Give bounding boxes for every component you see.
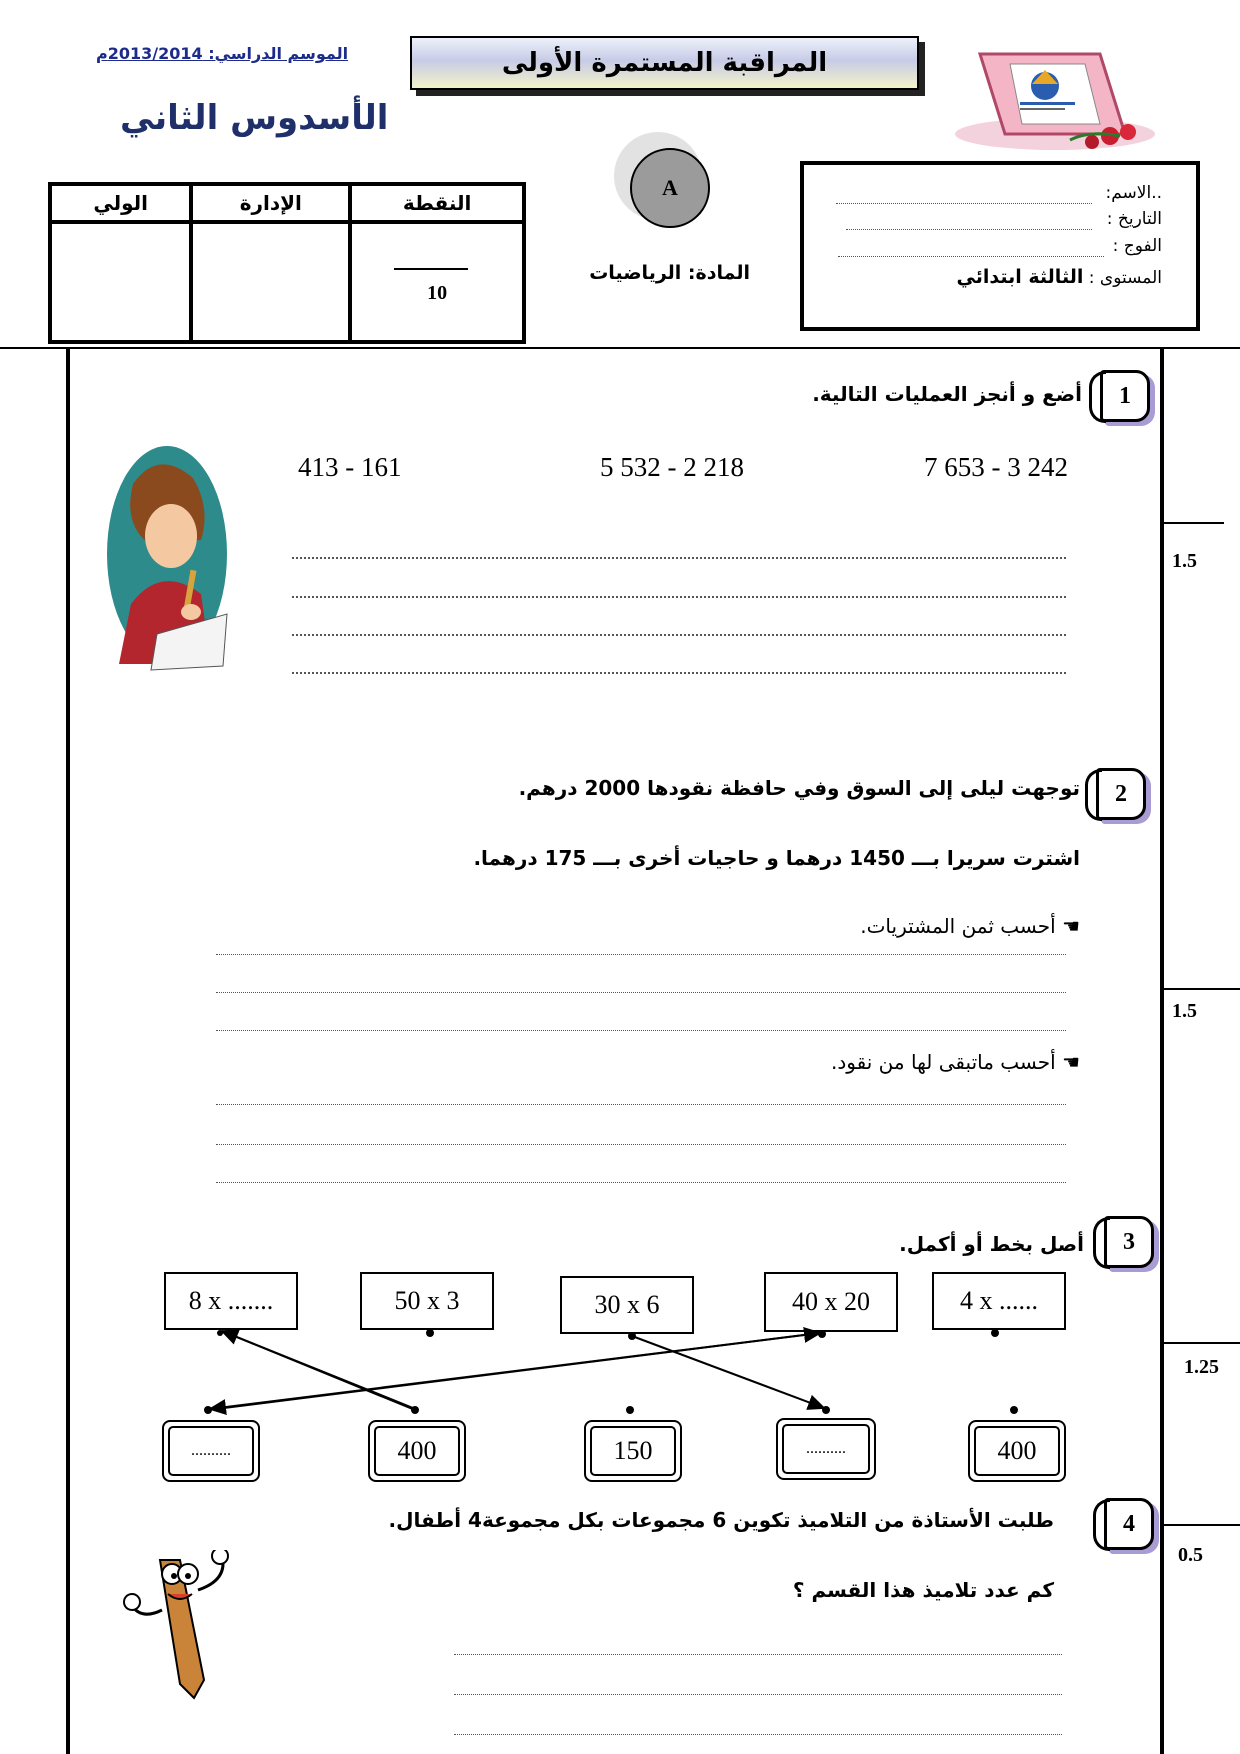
q3-top-box-1: 8 x ....... — [164, 1272, 298, 1330]
q4-number: 4 — [1104, 1498, 1154, 1550]
grade-total: 10 — [427, 282, 448, 304]
q3-bottom-box-1[interactable]: .......... — [162, 1420, 260, 1482]
q1-score: 1.5 — [1172, 550, 1197, 572]
q4-answer-line-2[interactable] — [454, 1694, 1062, 1695]
q2-task-1-text: أحسب ثمن المشتريات. — [860, 914, 1056, 938]
q3-top-box-3: 30 x 6 — [560, 1276, 694, 1334]
name-label: ..الاسم: — [1105, 183, 1162, 203]
subject-label: المادة: الرياضيات — [589, 262, 750, 284]
q3-bottom-box-3: 150 — [584, 1420, 682, 1482]
q3-bottom-box-2: 400 — [368, 1420, 466, 1482]
pointing-hand-icon: ☚ — [1062, 914, 1080, 938]
q4-line-1: طلبت الأستاذة من التلاميذ تكوين 6 مجموعات بكل مجموعة4 أطفال. — [388, 1508, 1054, 1532]
q2-number: 2 — [1096, 768, 1146, 820]
date-label: التاريخ : — [1106, 209, 1162, 229]
q2-task-2-text: أحسب ماتبقى لها من نقود. — [831, 1050, 1056, 1074]
level-value: الثالثة ابتدائي — [956, 266, 1084, 288]
season-label: الموسم الدراسي: 2013/2014م — [96, 44, 349, 63]
q2-line-2: اشترت سريرا بـــ 1450 درهما و حاجيات أخرى بـــ 175 درهما. — [473, 846, 1080, 870]
exam-title: المراقبة المستمرة الأولى — [410, 36, 919, 90]
q3-top-box-4: 40 x 20 — [764, 1272, 898, 1332]
q1-op-1: 7 653 - 3 242 — [924, 452, 1068, 482]
q1-op-2: 5 532 - 2 218 — [600, 452, 744, 482]
q2-score: 1.5 — [1172, 1000, 1197, 1022]
q4-answer-line-1[interactable] — [454, 1654, 1062, 1655]
q3-bottom-box-4[interactable]: .......... — [776, 1418, 876, 1480]
q1-number: 1 — [1100, 370, 1150, 422]
grade-header: النقطة — [350, 184, 524, 222]
q4-score: 0.5 — [1178, 1544, 1203, 1566]
q3-top-box-5: 4 x ...... — [932, 1272, 1066, 1330]
q1-instruction: أضع و أنجز العمليات التالية. — [812, 382, 1082, 406]
q1-op-3: 413 - 161 — [298, 452, 402, 482]
version-badge: A — [630, 148, 710, 228]
group-label: الفوج : — [1112, 236, 1162, 256]
q4-answer-line-3[interactable] — [454, 1734, 1062, 1735]
q3-top-box-2: 50 x 3 — [360, 1272, 494, 1330]
guardian-header: الولي — [50, 184, 191, 222]
level-label: المستوى : — [1088, 268, 1162, 288]
pointing-hand-icon: ☚ — [1062, 1050, 1080, 1074]
q4-line-2: كم عدد تلاميذ هذا القسم ؟ — [792, 1578, 1054, 1602]
admin-header: الإدارة — [191, 184, 350, 222]
q3-score: 1.25 — [1184, 1356, 1219, 1378]
q3-number: 3 — [1104, 1216, 1154, 1268]
q3-bottom-box-5: 400 — [968, 1420, 1066, 1482]
q3-instruction: أصل بخط أو أكمل. — [899, 1232, 1084, 1256]
school-name: الأسدوس الثاني — [120, 98, 389, 138]
q2-line-1: توجهت ليلى إلى السوق وفي حافظة نقودها 2000 درهم. — [518, 776, 1080, 800]
pencil-character-illustration — [120, 1550, 260, 1700]
